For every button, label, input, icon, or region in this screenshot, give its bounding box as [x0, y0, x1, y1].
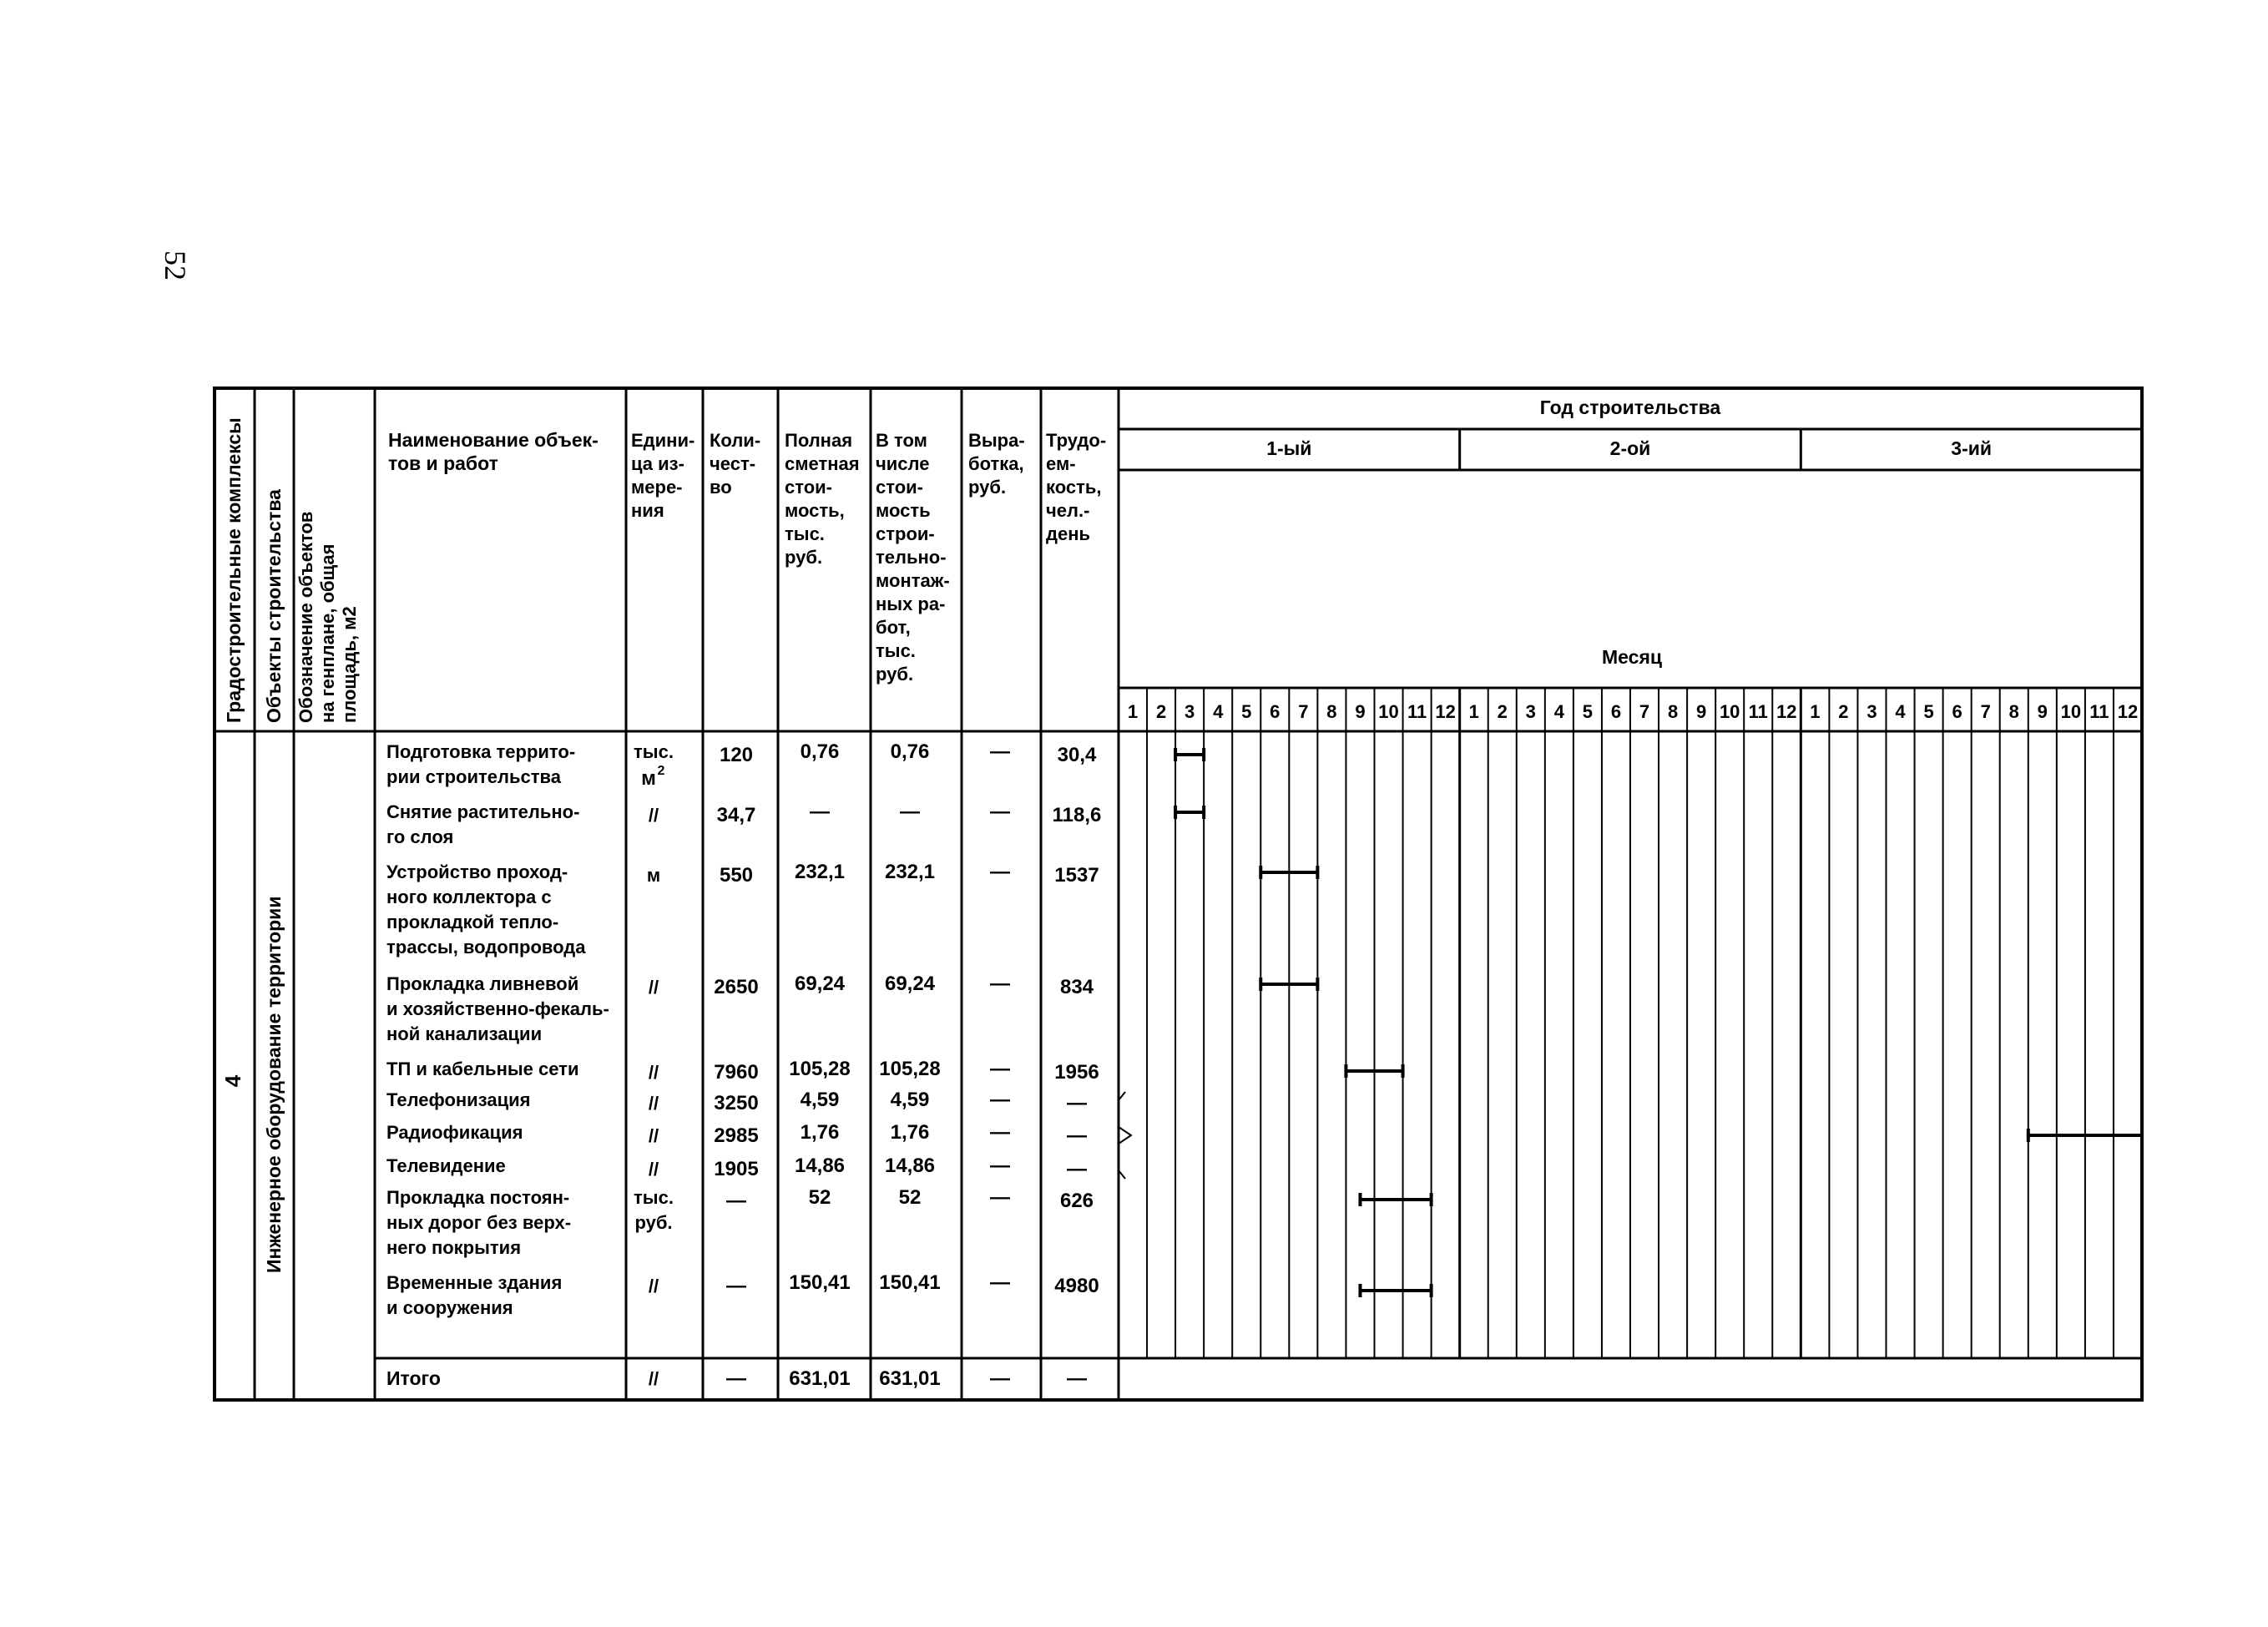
row-labor: 4980 — [1054, 1275, 1099, 1297]
row-unit: // — [648, 977, 659, 998]
month-number: 7 — [1298, 701, 1309, 722]
month-number: 5 — [1582, 701, 1594, 722]
row-output: — — [990, 1155, 1010, 1177]
month-number: 12 — [1435, 701, 1456, 722]
month-number: 7 — [1639, 701, 1650, 722]
row-smr-cost: 232,1 — [884, 861, 936, 883]
month-number: 6 — [1270, 701, 1280, 722]
row-name: ТП и кабельные сети — [386, 1059, 579, 1079]
row-smr-cost: 69,24 — [884, 973, 936, 995]
header-designation: Обозначение объектов — [295, 511, 316, 723]
header-quantity: Коли- — [710, 430, 761, 451]
month-number: 8 — [2008, 701, 2019, 722]
month-number: 4 — [1895, 701, 1906, 722]
month-number: 4 — [1213, 701, 1224, 722]
header-total-cost: руб. — [785, 547, 823, 568]
header-complexes: Градостроительные комплексы — [223, 417, 245, 723]
header-designation: площадь, м2 — [339, 606, 360, 723]
row-quantity: 7960 — [714, 1061, 759, 1084]
row-name: Телевидение — [386, 1155, 506, 1176]
complex-number: 4 — [220, 1074, 245, 1088]
total-smr-cost: 631,01 — [879, 1367, 941, 1390]
header-year-of-construction: Год строительства — [1539, 397, 1721, 418]
month-number: 6 — [1952, 701, 1962, 722]
row-total-cost: 69,24 — [794, 973, 846, 995]
row-name: ного коллектора с — [386, 887, 552, 907]
row-quantity: 2985 — [714, 1124, 759, 1147]
row-smr-cost: 105,28 — [879, 1058, 941, 1080]
row-name: прокладкой тепло- — [386, 912, 559, 932]
header-output: ботка, — [968, 453, 1024, 474]
row-labor: 118,6 — [1052, 804, 1102, 826]
row-name: ной канализации — [386, 1023, 543, 1044]
row-name: трассы, водопровода — [386, 937, 586, 958]
row-smr-cost: 52 — [898, 1186, 922, 1209]
month-number: 3 — [1866, 701, 1877, 722]
header-smr-cost: руб. — [876, 664, 914, 685]
row-output: — — [990, 973, 1010, 995]
header-smr-cost: числе — [876, 453, 930, 474]
month-number: 10 — [1378, 701, 1399, 722]
header-name: тов и работ — [388, 452, 498, 474]
row-labor: — — [1067, 1124, 1087, 1147]
row-output: — — [990, 1186, 1010, 1209]
row-total-cost: 105,28 — [789, 1058, 851, 1080]
row-name: ных дорог без верх- — [386, 1212, 572, 1233]
row-name: и сооружения — [386, 1297, 513, 1318]
header-quantity: чест- — [710, 453, 756, 474]
header-labor: Трудо- — [1046, 430, 1107, 451]
row-smr-cost: 1,76 — [890, 1121, 930, 1144]
row-output: — — [990, 861, 1010, 883]
row-output: — — [990, 1089, 1010, 1111]
row-total-cost: 0,76 — [800, 740, 840, 763]
row-labor: 1537 — [1054, 864, 1099, 887]
header-year-3: 3-ий — [1951, 437, 1993, 459]
row-unit: // — [648, 1159, 659, 1180]
row-name: Снятие растительно- — [386, 801, 580, 822]
header-labor: день — [1046, 523, 1091, 544]
row-unit: тыс. — [634, 1187, 674, 1208]
row-unit: // — [648, 1093, 659, 1114]
month-number: 1 — [1127, 701, 1139, 722]
header-output: Выра- — [968, 430, 1025, 451]
month-number: 9 — [1696, 701, 1707, 722]
row-labor: — — [1067, 1092, 1087, 1114]
month-number: 11 — [1748, 701, 1768, 722]
total-labor: — — [1067, 1367, 1087, 1390]
month-number: 9 — [2037, 701, 2048, 722]
row-name: и хозяйственно-фекаль- — [386, 998, 609, 1019]
month-number: 8 — [1667, 701, 1679, 722]
row-smr-cost: 4,59 — [890, 1089, 930, 1111]
row-name: Подготовка террито- — [386, 741, 576, 762]
header-smr-cost: В том — [876, 430, 927, 451]
row-name: Телефонизация — [386, 1089, 531, 1110]
header-total-cost: мость, — [785, 500, 845, 521]
month-number: 12 — [1776, 701, 1797, 722]
month-number: 11 — [1407, 701, 1427, 722]
row-name: Прокладка постоян- — [386, 1187, 570, 1208]
row-quantity: 120 — [719, 744, 754, 766]
month-number: 3 — [1525, 701, 1536, 722]
header-unit: ния — [631, 500, 664, 521]
row-unit: руб. — [634, 1212, 673, 1233]
month-number: 10 — [1719, 701, 1740, 722]
header-smr-cost: стои- — [876, 477, 924, 498]
row-unit: // — [648, 1125, 659, 1146]
month-number: 5 — [1241, 701, 1252, 722]
month-number: 1 — [1810, 701, 1821, 722]
header-labor: чел.- — [1046, 500, 1090, 521]
row-smr-cost: — — [900, 801, 920, 823]
row-total-cost: 150,41 — [789, 1271, 851, 1294]
month-number: 12 — [2117, 701, 2139, 722]
header-labor: ем- — [1046, 453, 1076, 474]
header-year-1: 1-ый — [1266, 437, 1312, 459]
month-number: 7 — [1980, 701, 1991, 722]
row-output: — — [990, 1058, 1010, 1080]
month-number: 6 — [1610, 701, 1622, 722]
row-quantity: — — [726, 1275, 746, 1297]
row-quantity: 34,7 — [716, 804, 756, 826]
row-total-cost: 4,59 — [800, 1089, 840, 1111]
row-output: — — [990, 1121, 1010, 1144]
row-name: Прокладка ливневой — [386, 973, 579, 994]
row-labor: 1956 — [1054, 1061, 1099, 1084]
header-smr-cost: ных ра- — [876, 594, 946, 614]
row-quantity: 550 — [719, 864, 754, 887]
row-output: — — [990, 740, 1010, 763]
row-labor: — — [1067, 1158, 1087, 1180]
total-quantity: — — [726, 1367, 746, 1390]
row-quantity: 1905 — [714, 1158, 759, 1180]
page-number: 52 — [159, 250, 192, 280]
header-smr-cost: строи- — [876, 523, 935, 544]
month-number: 3 — [1185, 701, 1195, 722]
total-output: — — [990, 1367, 1010, 1390]
header-smr-cost: монтаж- — [876, 570, 950, 591]
header-total-cost: Полная — [785, 430, 853, 451]
header-unit: мере- — [631, 477, 683, 498]
month-number: 10 — [2060, 701, 2082, 722]
row-unit: м — [646, 865, 661, 886]
header-year-2: 2-ой — [1609, 437, 1651, 459]
row-quantity: 3250 — [714, 1092, 759, 1114]
row-unit: тыс. — [634, 741, 674, 762]
row-name: го слоя — [386, 826, 454, 847]
row-name: него покрытия — [386, 1237, 522, 1258]
row-quantity: 2650 — [714, 976, 759, 998]
total-total-cost: 631,01 — [789, 1367, 851, 1390]
month-number: 2 — [1155, 701, 1167, 722]
row-quantity: — — [726, 1190, 746, 1212]
row-total-cost: — — [810, 801, 830, 823]
header-unit: Едини- — [631, 430, 695, 451]
row-name: Временные здания — [386, 1272, 563, 1293]
month-number: 9 — [1355, 701, 1366, 722]
row-unit-superscript: 2 — [657, 764, 665, 778]
header-smr-cost: бот, — [876, 617, 911, 638]
header-total-cost: стои- — [785, 477, 833, 498]
header-unit: ца из- — [631, 453, 684, 474]
header-quantity: во — [710, 477, 732, 498]
header-total-cost: сметная — [785, 453, 860, 474]
month-number: 5 — [1923, 701, 1934, 722]
row-name: Радиофикация — [386, 1122, 523, 1143]
row-unit: // — [648, 805, 659, 826]
row-unit: // — [648, 1062, 659, 1083]
month-number: 2 — [1497, 701, 1508, 722]
total-label: Итого — [386, 1367, 441, 1389]
row-total-cost: 52 — [808, 1186, 831, 1209]
row-labor: 834 — [1059, 976, 1094, 998]
header-name: Наименование объек- — [388, 429, 599, 451]
month-number: 4 — [1553, 701, 1564, 722]
header-total-cost: тыс. — [785, 523, 825, 544]
header-designation: на генплане, общая — [317, 543, 338, 723]
total-unit: // — [648, 1368, 659, 1389]
header-labor: кость, — [1046, 477, 1102, 498]
table-body — [220, 740, 1101, 1390]
month-number: 2 — [1838, 701, 1849, 722]
row-total-cost: 14,86 — [794, 1155, 846, 1177]
month-number: 11 — [2089, 701, 2109, 722]
header-smr-cost: тельно- — [876, 547, 947, 568]
row-smr-cost: 0,76 — [890, 740, 930, 763]
group-bracket — [1119, 1092, 1131, 1179]
header-smr-cost: мость — [876, 500, 931, 521]
row-unit: // — [648, 1276, 659, 1296]
row-unit: м — [641, 767, 656, 790]
month-number: 8 — [1326, 701, 1337, 722]
table-header — [223, 397, 2138, 723]
row-total-cost: 232,1 — [794, 861, 846, 883]
row-smr-cost: 150,41 — [879, 1271, 941, 1294]
month-number: 1 — [1468, 701, 1479, 722]
row-labor: 30,4 — [1057, 744, 1097, 766]
object-name: Инженерное оборудование территории — [263, 896, 285, 1273]
row-output: — — [990, 1271, 1010, 1294]
header-smr-cost: тыс. — [876, 640, 916, 661]
header-output: руб. — [968, 477, 1007, 498]
row-labor: 626 — [1059, 1190, 1094, 1212]
header-objects: Объекты строительства — [263, 489, 285, 723]
row-smr-cost: 14,86 — [884, 1155, 936, 1177]
header-month: Месяц — [1602, 646, 1662, 668]
row-output: — — [990, 801, 1010, 823]
row-total-cost: 1,76 — [800, 1121, 840, 1144]
row-name: рии строительства — [386, 766, 561, 787]
row-name: Устройство проход- — [386, 862, 568, 882]
